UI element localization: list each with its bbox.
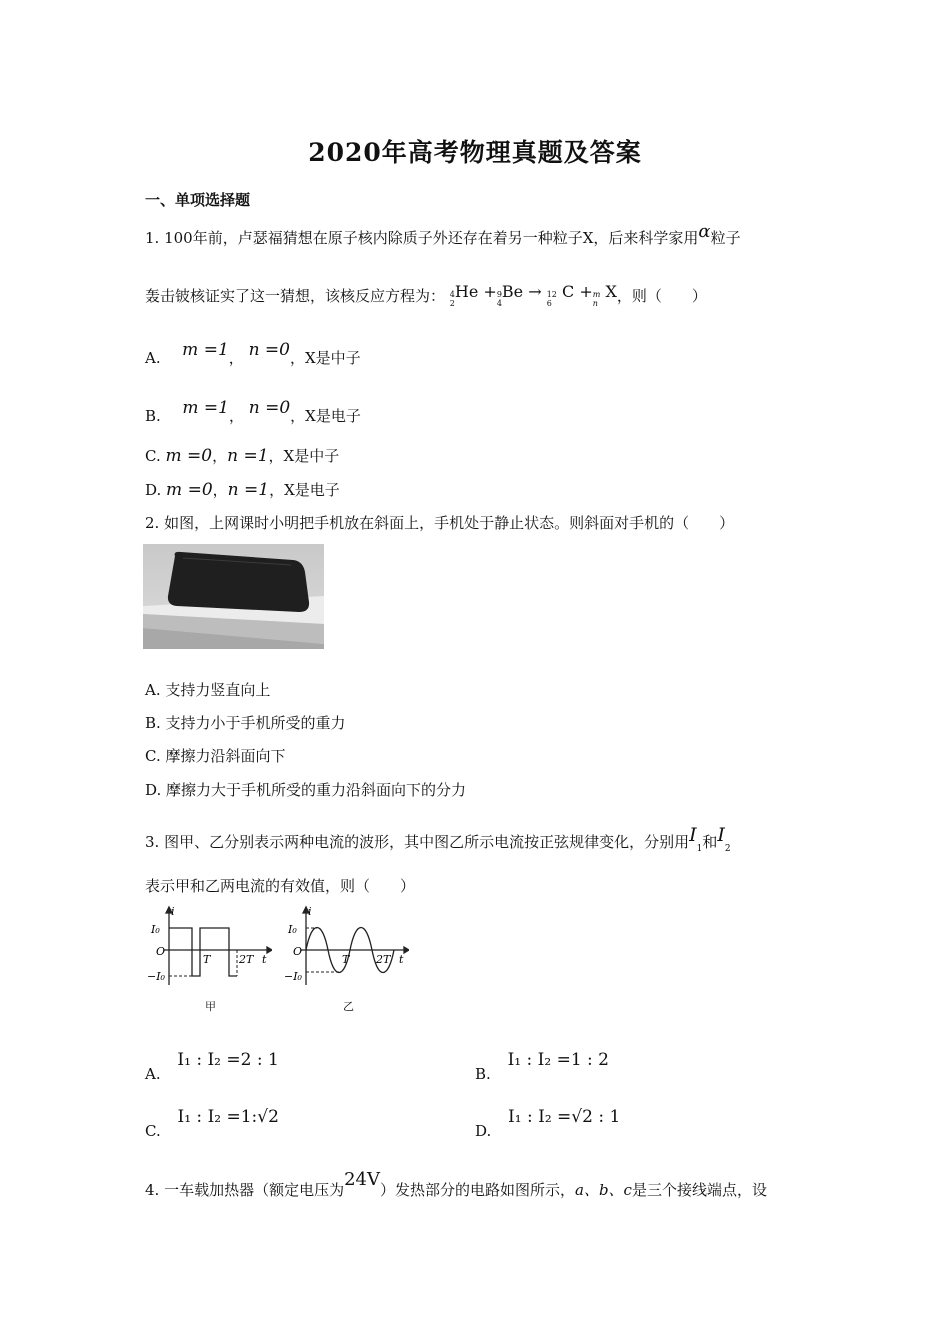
c-mass: 12 [546, 290, 557, 299]
i0-label: I₀ [151, 923, 160, 936]
i2-symbol: I [717, 824, 725, 846]
m-value: m =0 [166, 480, 213, 500]
option-label: A. [145, 1065, 161, 1083]
sep: ， [228, 349, 244, 367]
q1-stem-line1 [145, 222, 741, 248]
he-charge: 2 [449, 299, 455, 308]
q3-option-c [145, 1107, 279, 1141]
t-tick-label: T [342, 953, 350, 966]
rated-voltage: 24V [344, 1169, 380, 1190]
i0-label: I₀ [288, 923, 297, 936]
graph-caption-yi: 乙 [343, 1000, 354, 1013]
x-mass: m [592, 290, 601, 299]
q1-line2-end: ，则（ ） [616, 287, 707, 305]
he-mass: 4 [449, 290, 455, 299]
origin-label: O [156, 945, 166, 958]
option-text: ，X是中子 [268, 447, 340, 465]
option-label: A. [145, 349, 161, 367]
ratio-expression: I₁ : I₂ =2 : 1 [177, 1050, 279, 1070]
q2-option-b: B. 支持力小于手机所受的重力 [145, 714, 346, 732]
ratio-expression: I₁ : I₂ =√2 : 1 [508, 1107, 621, 1127]
m-value: m =1 [182, 340, 229, 360]
q3-text: 3. 图甲、乙分别表示两种电流的波形，其中图乙所示电流按正弦规律变化，分别用 [145, 833, 690, 851]
t-axis-label: t [399, 953, 404, 966]
q1-option-b [145, 398, 361, 426]
origin-label: O [293, 945, 303, 958]
x-symbol: X [605, 282, 617, 301]
i1-subscript: 1 [696, 844, 703, 854]
neg-i0-label: −I₀ [284, 970, 302, 983]
q1-text: 1. 100年前，卢瑟福猜想在原子核内除质子外还存在着另一种粒子X，后来科学家用 [145, 229, 699, 247]
option-label: C. [145, 447, 161, 465]
q1-option-c [145, 446, 339, 466]
m-value: m =0 [165, 446, 213, 466]
q2-option-c: C. 摩擦力沿斜面向下 [145, 747, 286, 765]
option-text: ，X是中子 [289, 349, 361, 367]
2t-tick-label: 2T [376, 953, 391, 966]
c-symbol: C [562, 282, 575, 301]
q1-stem-line2 [145, 282, 707, 308]
alpha-symbol: α [698, 221, 711, 242]
option-label: B. [475, 1065, 491, 1083]
c-charge: 6 [546, 299, 552, 308]
q3-stem-line2: 表示甲和乙两电流的有效值，则（ ） [145, 877, 416, 895]
page-title: 2020年高考物理真题及答案 [308, 138, 642, 167]
option-label: D. [145, 481, 162, 499]
option-text: ，X是电子 [269, 481, 340, 499]
n-value: n =1 [227, 446, 269, 466]
q3-option-a [145, 1050, 279, 1084]
x-charge: n [592, 299, 598, 308]
q2-stem: 2. 如图，上网课时小明把手机放在斜面上，手机处于静止状态。则斜面对手机的（ ） [145, 514, 735, 532]
square-wave-graph [147, 905, 272, 987]
q1-line2-text: 轰击铍核证实了这一猜想，该核反应方程为： [145, 287, 446, 305]
i2-subscript: 2 [724, 844, 731, 854]
q4-stem [145, 1170, 767, 1200]
nuclear-equation: 4 2 He + 9 4 Be → 12 6 C + m n X [449, 282, 617, 308]
graph-caption-jia: 甲 [205, 1000, 216, 1013]
q3-option-d [475, 1107, 620, 1141]
q4-text-end: 是三个接线端点，设 [631, 1181, 767, 1199]
q4-text: 4. 一车载加热器（额定电压为 [145, 1181, 345, 1199]
q1-option-d [145, 480, 340, 500]
n-value: n =0 [248, 398, 291, 418]
be-mass: 9 [496, 290, 502, 299]
i-axis-label: i [171, 905, 175, 918]
n-value: n =0 [248, 340, 290, 360]
phone-on-slope-image [143, 544, 324, 649]
sep: ， [228, 407, 244, 425]
t-axis-label: t [262, 953, 267, 966]
sep: ， [212, 481, 228, 499]
q3-stem-line1 [145, 825, 731, 859]
be-charge: 4 [496, 299, 502, 308]
q1-text-end: 粒子 [710, 229, 741, 247]
sep: ， [212, 447, 228, 465]
n-value: n =1 [227, 480, 270, 500]
q3-option-b [475, 1050, 609, 1084]
ratio-expression: I₁ : I₂ =1 : 2 [507, 1050, 609, 1070]
m-value: m =1 [182, 398, 229, 418]
be-symbol: Be [501, 282, 524, 301]
2t-tick-label: 2T [239, 953, 254, 966]
t-tick-label: T [203, 953, 211, 966]
q2-option-a: A. 支持力竖直向上 [145, 681, 271, 699]
ratio-expression: I₁ : I₂ =1:√2 [177, 1107, 279, 1127]
option-text: ，X是电子 [290, 407, 361, 425]
q1-option-a [145, 340, 361, 368]
he-symbol: He [454, 282, 479, 301]
and-word: 和 [702, 833, 718, 851]
terminal-labels: a、b、c [575, 1181, 632, 1199]
sine-wave-graph [284, 905, 409, 987]
section-heading: 一、单项选择题 [145, 191, 251, 209]
option-label: D. [475, 1122, 492, 1140]
i-axis-label: i [308, 905, 312, 918]
option-label: C. [145, 1122, 161, 1140]
option-label: B. [145, 407, 161, 425]
neg-i0-label: −I₀ [147, 970, 165, 983]
i1-symbol: I [689, 824, 697, 846]
q2-option-d: D. 摩擦力大于手机所受的重力沿斜面向下的分力 [145, 781, 467, 799]
q4-text-mid: ）发热部分的电路如图所示， [380, 1181, 576, 1199]
